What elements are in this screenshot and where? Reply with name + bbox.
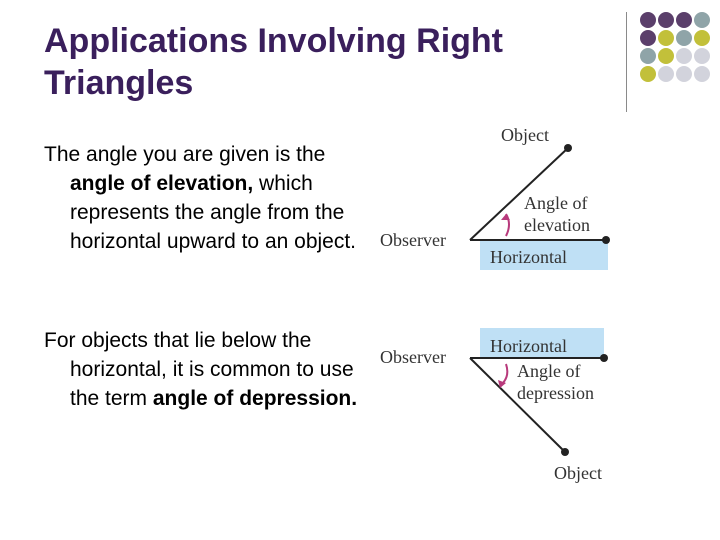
decorative-dot-1 (640, 12, 656, 28)
elevation-horizontal-label: Horizontal (490, 247, 567, 267)
depression-horizontal-end-point (600, 354, 608, 362)
decorative-dot-10 (658, 48, 674, 64)
paragraph-depression (44, 326, 380, 413)
decorative-dot-9 (640, 48, 656, 64)
decorative-dot-grid (640, 12, 710, 82)
paragraph-elevation-text-1: The angle you are given is the (44, 143, 326, 166)
slide-title: Applications Involving Right Triangles (44, 22, 503, 102)
elevation-angle-label-2: elevation (524, 215, 590, 235)
object-point (564, 144, 572, 152)
decorative-dot-15 (676, 66, 692, 82)
depression-angle-label-1: Angle of (517, 361, 581, 381)
decorative-dot-7 (676, 30, 692, 46)
decorative-dot-13 (640, 66, 656, 82)
decorative-dot-11 (676, 48, 692, 64)
depression-arrow-icon (502, 364, 507, 384)
paragraph-elevation (44, 140, 380, 256)
depression-horizontal-label: Horizontal (490, 336, 567, 356)
decorative-divider (626, 12, 627, 112)
elevation-observer-label: Observer (380, 230, 446, 250)
paragraph-depression-text: For objects that lie below the horizontal, it is common to use the term (44, 329, 354, 410)
depression-diagram (380, 328, 608, 483)
decorative-dot-5 (640, 30, 656, 46)
elevation-angle-label-1: Angle of (524, 193, 588, 213)
angle-diagrams (360, 110, 630, 490)
elevation-diagram (380, 125, 610, 270)
decorative-dot-6 (658, 30, 674, 46)
decorative-dot-14 (658, 66, 674, 82)
decorative-dot-2 (658, 12, 674, 28)
decorative-dot-3 (676, 12, 692, 28)
depression-object-point (561, 448, 569, 456)
elevation-object-label: Object (501, 125, 549, 145)
depression-observer-label: Observer (380, 347, 446, 367)
elevation-arrowhead-icon (501, 214, 510, 220)
depression-object-label: Object (554, 463, 602, 483)
decorative-dot-4 (694, 12, 710, 28)
decorative-dot-16 (694, 66, 710, 82)
paragraph-elevation-text-2: which represents the angle from the horizontal upward to an object. (70, 172, 357, 253)
paragraph-depression-term: angle of depression. (152, 387, 358, 410)
horizontal-end-point (602, 236, 610, 244)
decorative-dot-8 (694, 30, 710, 46)
depression-angle-label-2: depression (517, 383, 594, 403)
paragraph-elevation-term: angle of elevation, (70, 172, 254, 195)
decorative-dot-12 (694, 48, 710, 64)
